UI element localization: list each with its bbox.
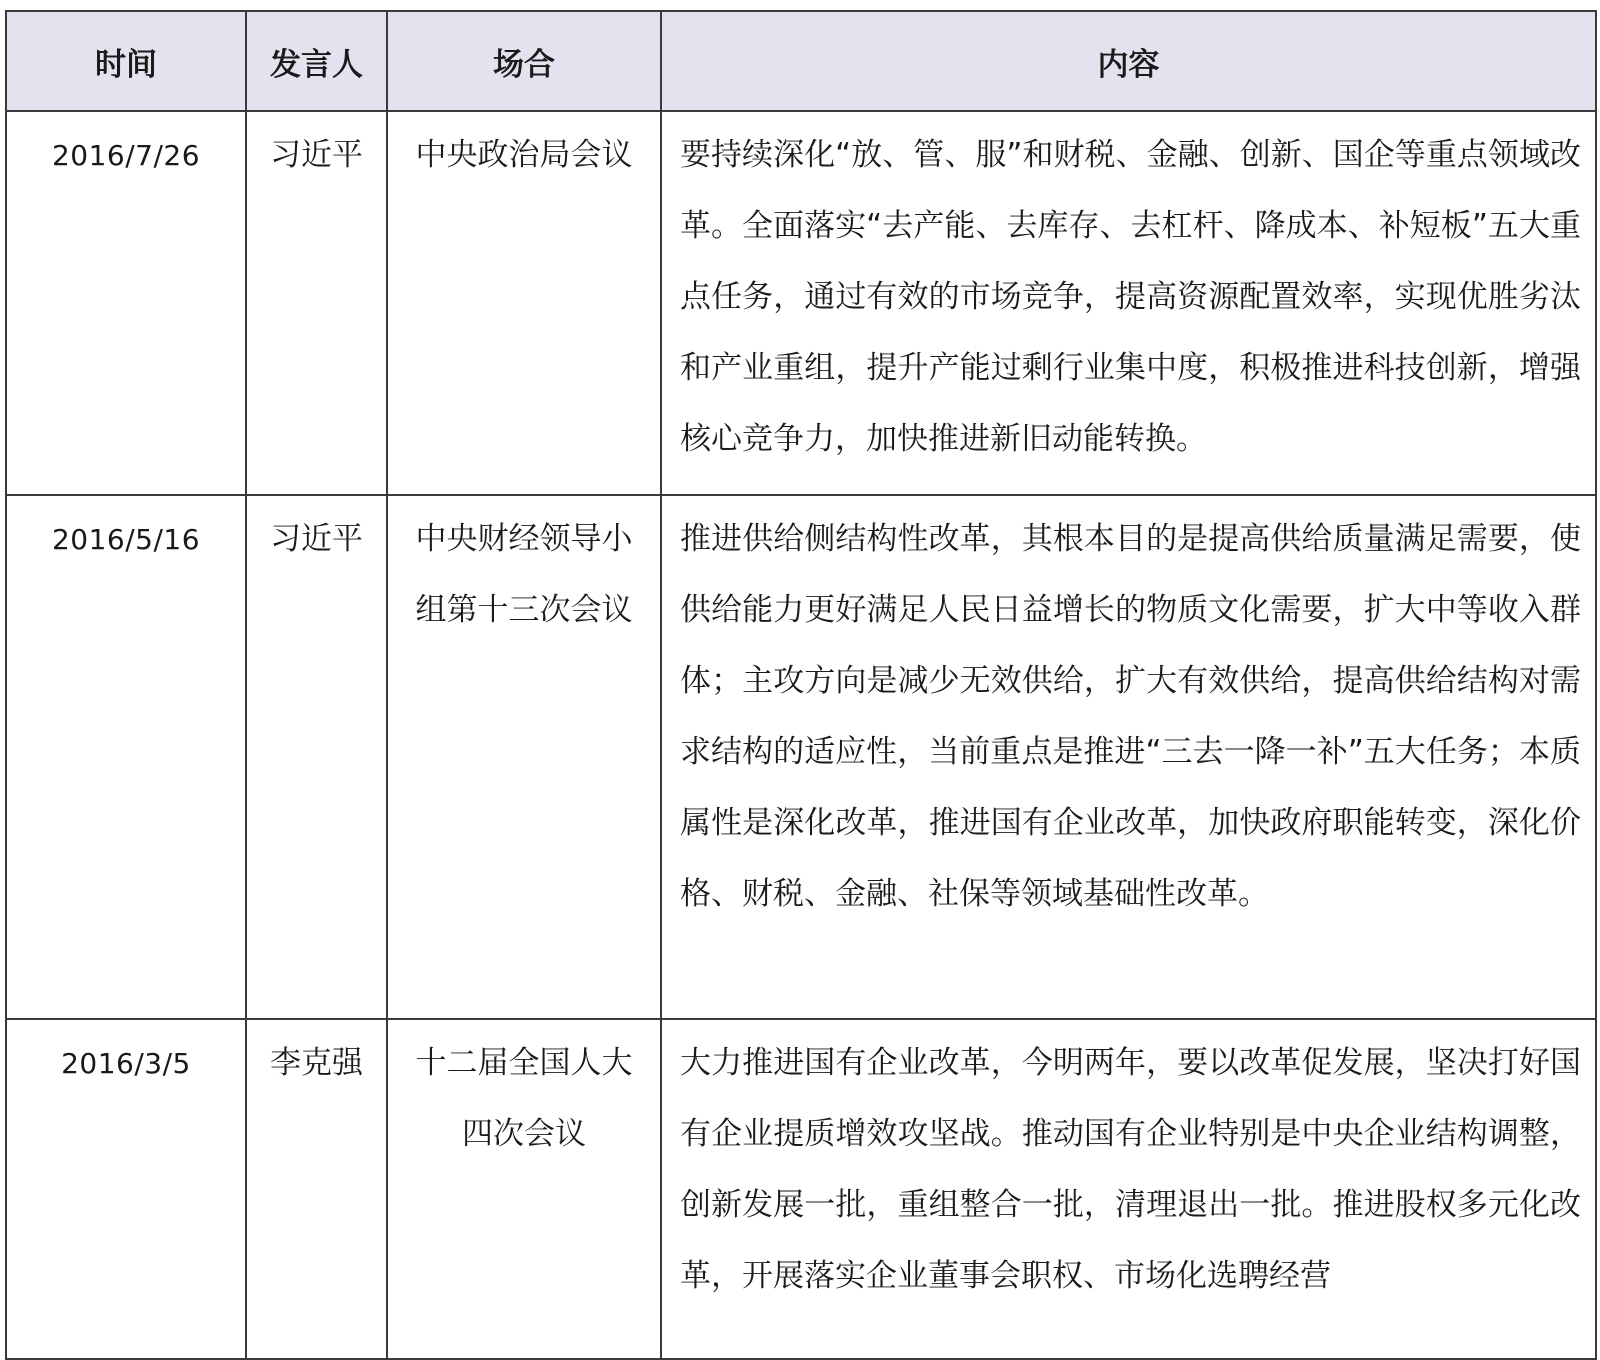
cell-time: 2016/7/26 — [6, 111, 246, 495]
cell-time: 2016/5/16 — [6, 495, 246, 1019]
table-row — [6, 1019, 1596, 1359]
cell-speaker: 李克强 — [246, 1019, 387, 1359]
cell-content: 大力推进国有企业改革，今明两年，要以改革促发展，坚决打好国有企业提质增效攻坚战。推动国有企业特别是中央企业结构调整，创新发展一批，重组整合一批，清理退出一批。推进股权多元化改革，开展落实企业董事会职权、市场化选聘经营 — [661, 1019, 1596, 1359]
table-row — [6, 111, 1596, 495]
cell-speaker: 习近平 — [246, 111, 387, 495]
cell-venue: 中央财经领导小组第十三次会议 — [387, 495, 661, 1019]
cell-speaker: 习近平 — [246, 495, 387, 1019]
policy-statements-table — [5, 10, 1597, 1360]
cell-content: 要持续深化“放、管、服”和财税、金融、创新、国企等重点领域改革。全面落实“去产能、去库存、去杠杆、降成本、补短板”五大重点任务，通过有效的市场竞争，提高资源配置效率，实现优胜劣汰和产业重组，提升产能过剩行业集中度，积极推进科技创新，增强核心竞争力，加快推进新旧动能转换。 — [661, 111, 1596, 495]
table-row — [6, 495, 1596, 1019]
table-header-row — [6, 11, 1596, 111]
cell-venue: 中央政治局会议 — [387, 111, 661, 495]
header-venue: 场合 — [387, 11, 661, 111]
cell-venue: 十二届全国人大四次会议 — [387, 1019, 661, 1359]
cell-time: 2016/3/5 — [6, 1019, 246, 1359]
policy-statements-table-container — [5, 10, 1595, 1360]
header-time: 时间 — [6, 11, 246, 111]
cell-content: 推进供给侧结构性改革，其根本目的是提高供给质量满足需要，使供给能力更好满足人民日益增长的物质文化需要，扩大中等收入群体；主攻方向是减少无效供给，扩大有效供给，提高供给结构对需求结构的适应性，当前重点是推进“三去一降一补”五大任务；本质属性是深化改革，推进国有企业改革，加快政府职能转变，深化价格、财税、金融、社保等领域基础性改革。 — [661, 495, 1596, 1019]
header-content: 内容 — [661, 11, 1596, 111]
header-speaker: 发言人 — [246, 11, 387, 111]
